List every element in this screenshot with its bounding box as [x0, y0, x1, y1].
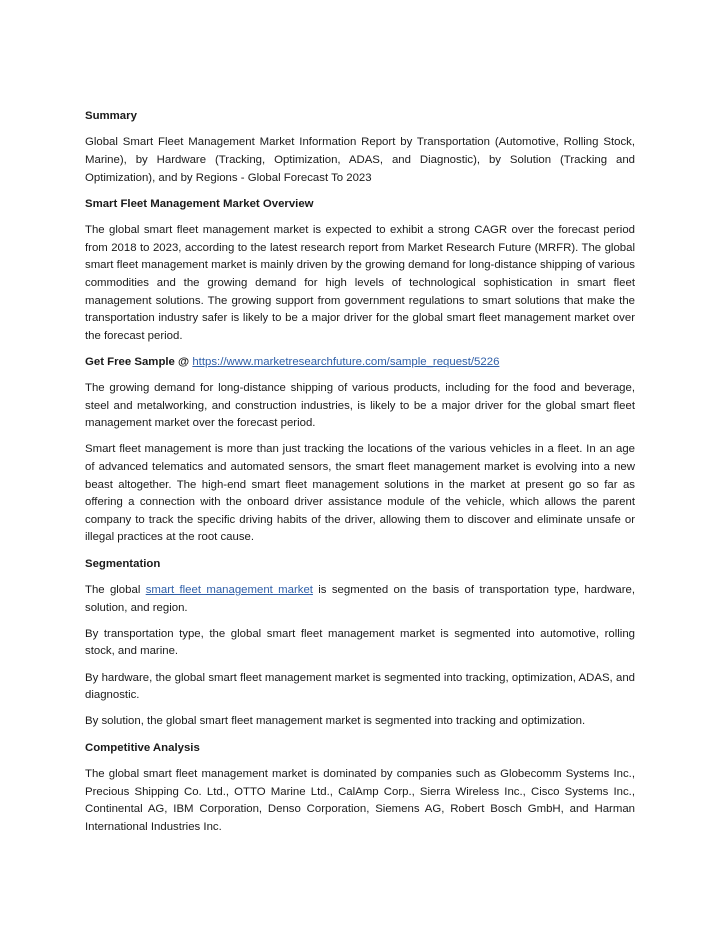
competitive-paragraph: The global smart fleet management market is dominated by companies such as Globecomm Systems Inc., Precious Shipping Co. Ltd., OTTO Marine Ltd., CalAmp Corp., Sierra Wireless Inc., Cisco Systems Inc., Continental AG, IBM Corporation, Denso Corporation, Siemens AG, Robert Bosch GmbH, and Harman International Industries Inc.	[85, 767, 635, 833]
market-link[interactable]: smart fleet management market	[145, 584, 313, 597]
segmentation-suffix: is segmented on the basis of transportation type, hardware, solution, and region.	[85, 584, 635, 614]
segmentation-prefix: The global	[85, 584, 141, 597]
overview-heading: Smart Fleet Management Market Overview	[85, 197, 314, 210]
summary-paragraph: Global Smart Fleet Management Market Information Report by Transportation (Automotive, Rolling Stock, Marine), by Hardware (Tracking, Optimization, ADAS, and Diagnostic), by Solution (Tracking and Optimization), and by Regions - Global Forecast To 2023	[85, 136, 635, 184]
demand-paragraph: The growing demand for long-distance shipping of various products, including for the food and beverage, steel and metalworking, and construction industries, is likely to be a major driver for the global smart fleet management market over the forecast period.	[85, 382, 635, 430]
free-sample-label: Get Free Sample @	[85, 355, 190, 368]
document-page	[85, 108, 635, 845]
segmentation-heading: Segmentation	[85, 557, 161, 570]
transport-paragraph: By transportation type, the global smart fleet management market is segmented into automotive, rolling stock, and marine.	[85, 627, 635, 658]
solution-paragraph: By solution, the global smart fleet management market is segmented into tracking and optimization.	[85, 715, 586, 728]
free-sample-line	[85, 354, 635, 372]
hardware-paragraph: By hardware, the global smart fleet management market is segmented into tracking, optimization, ADAS, and diagnostic.	[85, 671, 635, 702]
overview-paragraph: The global smart fleet management market is expected to exhibit a strong CAGR over the forecast period from 2018 to 2023, according to the latest research report from Market Research Future (MRFR). The global smart fleet management market is mainly driven by the growing demand for long-distance shipping of various commodities and the growing demand for high levels of technological sophistication in smart fleet management solutions. The growing support from government regulations to smart solutions that make the transportation industry safer is likely to be a major driver for the global smart fleet management market over the forecast period.	[85, 224, 635, 342]
summary-heading: Summary	[85, 110, 137, 122]
tracking-paragraph: Smart fleet management is more than just tracking the locations of the various vehicles in a fleet. In an age of advanced telematics and automated sensors, the smart fleet management market is evolving into a new beast altogether. The high-end smart fleet management solutions in the market at present go so far as offering a connection with the onboard driver assistance module of the vehicle, which allows the parent company to track the specific driving habits of the driver, allowing them to discover and eliminate unsafe or illegal practices at the root cause.	[85, 443, 635, 544]
free-sample-link[interactable]: https://www.marketresearchfuture.com/sample_request/5226	[192, 355, 500, 368]
competitive-heading: Competitive Analysis	[85, 741, 200, 754]
segmentation-paragraph	[85, 582, 635, 617]
